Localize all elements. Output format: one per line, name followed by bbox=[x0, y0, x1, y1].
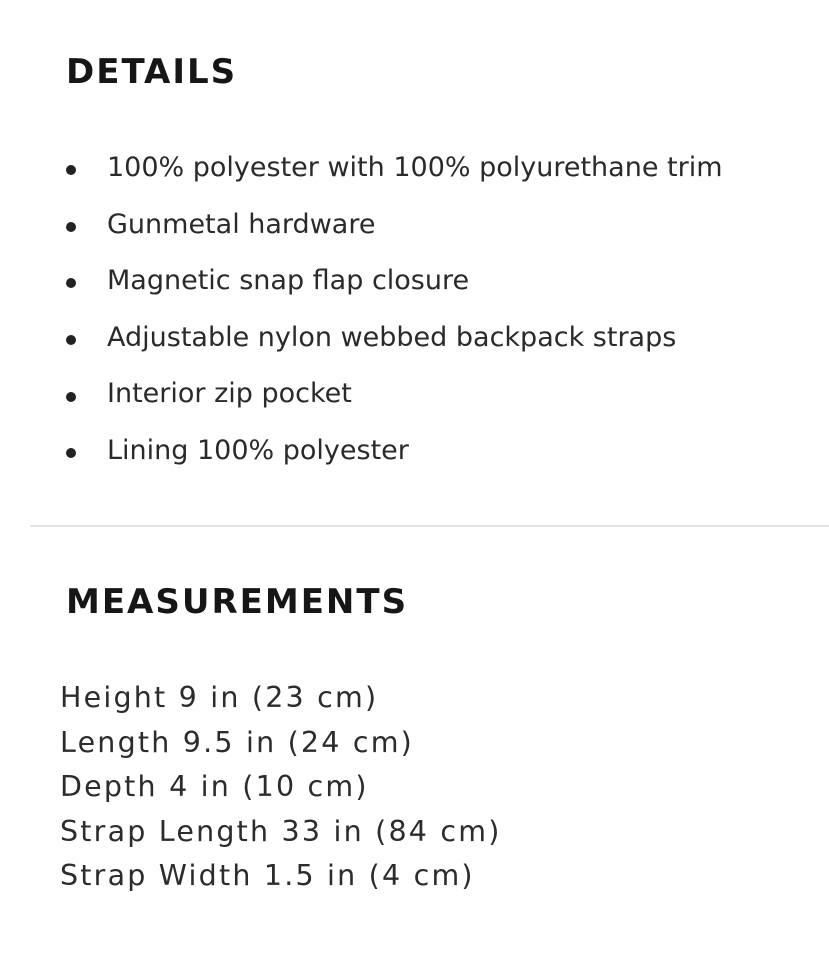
measurements-list bbox=[60, 676, 502, 899]
details-item-text: 100% polyester with 100% polyurethane trim bbox=[107, 152, 723, 183]
details-list bbox=[66, 140, 723, 480]
measurement-item: Length 9.5 in (24 cm) bbox=[60, 725, 414, 759]
details-item bbox=[66, 423, 723, 480]
details-item-text: Gunmetal hardware bbox=[107, 208, 376, 240]
details-item-text: Adjustable nylon webbed backpack straps bbox=[107, 321, 677, 353]
details-heading: DETAILS bbox=[66, 52, 238, 92]
details-item-text: Lining 100% polyester bbox=[107, 434, 409, 466]
bullet-icon bbox=[66, 448, 76, 458]
details-item bbox=[66, 197, 723, 254]
measurement-item: Strap Length 33 in (84 cm) bbox=[60, 814, 502, 848]
section-divider bbox=[30, 525, 829, 527]
details-item bbox=[66, 253, 723, 310]
details-item bbox=[66, 366, 723, 423]
measurement-item: Strap Width 1.5 in (4 cm) bbox=[60, 859, 475, 892]
bullet-icon bbox=[66, 392, 76, 402]
details-item bbox=[66, 140, 723, 197]
details-item-text: Interior zip pocket bbox=[107, 378, 352, 410]
measurement-item: Height 9 in (23 cm) bbox=[60, 681, 379, 714]
measurement-item: Depth 4 in (10 cm) bbox=[60, 770, 369, 803]
details-item bbox=[66, 310, 723, 367]
bullet-icon bbox=[66, 165, 76, 175]
details-item-text: Magnetic snap flap closure bbox=[107, 265, 470, 297]
bullet-icon bbox=[66, 278, 76, 288]
bullet-icon bbox=[66, 222, 76, 232]
measurements-heading: MEASUREMENTS bbox=[66, 582, 409, 622]
bullet-icon bbox=[66, 335, 76, 345]
